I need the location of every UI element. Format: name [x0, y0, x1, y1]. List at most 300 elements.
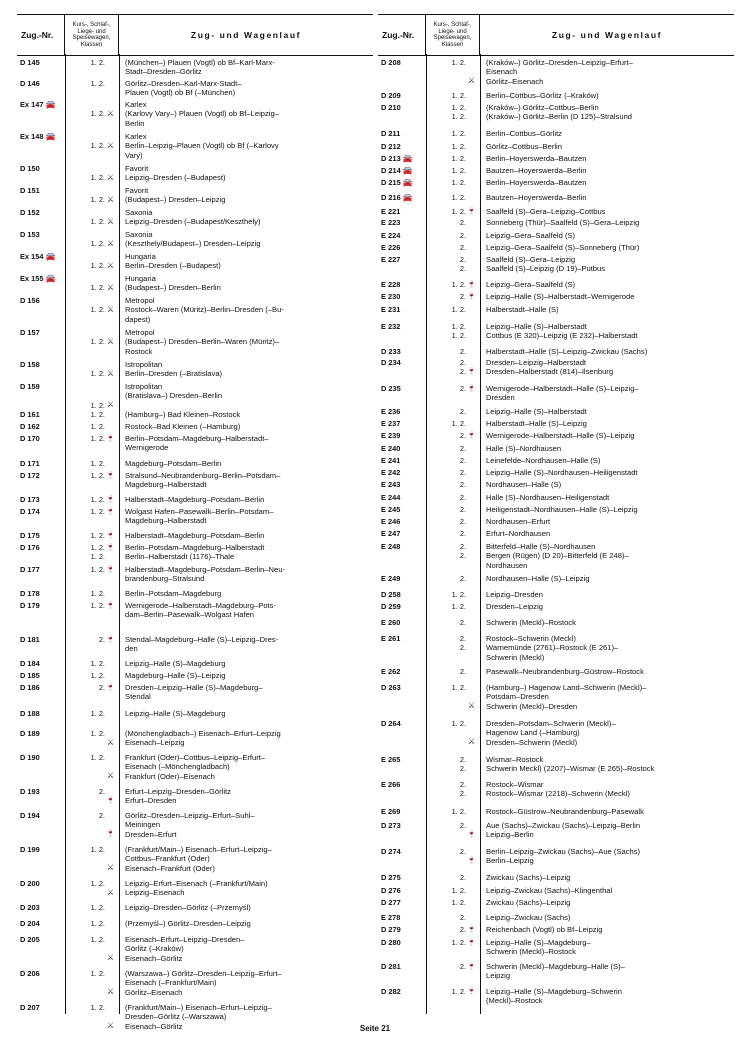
class-cell: [426, 692, 480, 701]
train-line: [17, 516, 373, 525]
train-number-text: D 184: [20, 659, 40, 668]
route-text: Görlitz–Cottbus–Berlin: [486, 142, 562, 151]
train-number-text: D 212: [381, 142, 401, 151]
route-text: Hagenow Land (–Hamburg): [486, 728, 580, 738]
train-number: [378, 938, 426, 947]
train-number: [17, 434, 65, 443]
right-column: [378, 14, 734, 1014]
class-cell: [426, 480, 480, 489]
train-entry: [378, 480, 734, 489]
train-number-text: E 239: [381, 431, 401, 440]
train-number: [378, 925, 426, 934]
route-text: Saalfeld (S)–Leipzig (D 19)–Putbus: [486, 264, 606, 274]
train-number-text: Ex 154: [20, 252, 44, 261]
train-line: [378, 529, 734, 538]
buffet-icon: 🍷: [106, 471, 115, 479]
train-number: [17, 208, 65, 217]
train-number: [378, 719, 426, 728]
train-entry: [17, 79, 373, 98]
train-number: [17, 347, 65, 356]
route-text: den: [125, 644, 138, 654]
route-text: Saalfeld (S)–Gera–Leipzig–Cottbus: [486, 207, 606, 216]
class-cell: [426, 280, 480, 289]
dining-car-icon: ⚔: [106, 261, 115, 271]
train-line: [378, 643, 734, 652]
train-number-text: E 224: [381, 231, 401, 240]
train-entry: [378, 431, 734, 440]
class-cell: [65, 186, 119, 195]
train-entry: [17, 935, 373, 963]
class-cell: [426, 755, 480, 764]
train-number: [378, 91, 426, 100]
train-entry: [17, 434, 373, 453]
dining-car-icon: ⚔: [106, 369, 115, 379]
class-cell: [65, 239, 119, 248]
class-text: 1. 2.: [90, 434, 105, 443]
class-text: 1. 2.: [451, 142, 466, 151]
train-number: [378, 702, 426, 711]
dining-car-icon: ⚔: [106, 738, 115, 748]
train-entry: [378, 683, 734, 711]
train-number: [17, 903, 65, 912]
train-line: [378, 780, 734, 789]
train-number: [17, 391, 65, 400]
class-text: 1. 2.: [90, 217, 105, 227]
train-number-text: E 223: [381, 218, 401, 227]
train-number: [17, 58, 65, 67]
train-line: [17, 119, 373, 128]
train-number-text: D 211: [381, 129, 401, 138]
train-line: [378, 602, 734, 611]
train-number: [17, 659, 65, 668]
class-cell: [426, 407, 480, 416]
train-number: [17, 935, 65, 944]
class-cell: [65, 729, 119, 738]
route-text: Zwickau (Sachs)–Leipzig: [486, 873, 571, 882]
class-cell: [426, 154, 480, 163]
class-text: 2.: [98, 811, 105, 820]
train-number: [17, 601, 65, 610]
train-entry: [17, 495, 373, 504]
class-text: 1. 2.: [90, 471, 105, 480]
train-line: [378, 873, 734, 882]
class-cell: [426, 728, 480, 737]
route-text: (Mönchengladbach–) Eisenach–Erfurt–Leipzig: [125, 729, 281, 738]
route-text: [119, 401, 373, 410]
class-text: 1. 2.: [90, 601, 105, 610]
class-cell: [426, 529, 480, 538]
class-text: 2.: [459, 493, 466, 502]
class-cell: [426, 384, 480, 393]
route-text: Eisenach (–Mönchengladbach): [125, 762, 230, 772]
class-text: 2.: [459, 517, 466, 526]
route-text: Halberstadt–Halle (S): [486, 305, 559, 314]
train-number-text: D 157: [20, 328, 40, 337]
header-train-number: Zug.-Nr.: [378, 15, 426, 55]
train-number: [17, 610, 65, 619]
route-text: Rostock: [125, 346, 153, 356]
class-cell: [65, 903, 119, 912]
class-cell: [65, 471, 119, 480]
class-text: 2.: [98, 683, 105, 692]
buffet-icon: 🍷: [106, 507, 115, 515]
dining-car-icon: ⚔: [106, 305, 115, 315]
route-text: Eisenach–Leipzig: [125, 738, 185, 748]
route-text: Eisenach–Frankfurt (Oder): [125, 863, 215, 873]
train-entry: [378, 755, 734, 774]
train-line: [378, 702, 734, 711]
train-line: [17, 410, 373, 419]
train-number-text: D 186: [20, 683, 40, 692]
buffet-icon: 🍷: [106, 601, 115, 609]
route-text: Berlin–Potsdam–Magdeburg: [125, 589, 222, 598]
train-entry: [17, 531, 373, 540]
route-text: Leipzig–Dresden (–Budapest): [125, 173, 226, 183]
train-entry: [17, 507, 373, 526]
train-number: [17, 988, 65, 997]
route-text: Eisenach–Erfurt–Leipzig–Dresden–: [125, 935, 245, 944]
class-cell: [426, 493, 480, 502]
train-number-text: D 177: [20, 565, 40, 574]
train-number: [17, 738, 65, 747]
train-number-text: D 216: [381, 193, 401, 202]
train-line: [17, 709, 373, 718]
train-line: [17, 552, 373, 561]
train-line: [378, 551, 734, 560]
route-text: Berlin–Dresden (–Budapest): [125, 261, 221, 271]
class-cell: [65, 151, 119, 160]
class-cell: [65, 692, 119, 701]
table-header: [378, 14, 734, 56]
class-cell: [65, 830, 119, 839]
train-number-text: D 151: [20, 186, 40, 195]
train-number-text: D 161: [20, 410, 40, 419]
train-line: [378, 358, 734, 367]
train-number-text: E 266: [381, 780, 401, 789]
train-number-text: D 153: [20, 230, 40, 239]
train-line: [17, 820, 373, 829]
route-text: (Kraków–) Görlitz–Dresden–Leipzig–Erfurt–: [486, 58, 633, 67]
class-cell: [65, 543, 119, 552]
class-cell: [65, 195, 119, 204]
class-cell: [426, 393, 480, 402]
train-number-text: D 282: [381, 987, 401, 996]
class-text: 1. 2.: [451, 938, 466, 947]
route-text: Halle (S)–Nordhausen: [486, 444, 562, 453]
class-text: 2.: [459, 821, 466, 830]
train-entry: [17, 811, 373, 839]
class-cell: [426, 807, 480, 816]
class-cell: [65, 109, 119, 118]
train-number: [378, 529, 426, 538]
dining-car-icon: ⚔: [106, 771, 115, 781]
class-cell: [65, 410, 119, 419]
train-line: [17, 186, 373, 195]
train-entry: [378, 886, 734, 895]
train-entry: [17, 845, 373, 873]
train-number: [17, 796, 65, 805]
route-text: Heiligenstadt–Nordhausen–Halle (S)–Leipzig: [486, 505, 638, 514]
route-text: Rostock–Schwerin (Meckl): [486, 634, 576, 643]
train-line: [17, 762, 373, 771]
class-text: 2.: [459, 643, 466, 653]
train-entry: [378, 407, 734, 416]
train-number: [378, 789, 426, 798]
train-number: [378, 67, 426, 76]
train-number-text: D 213: [381, 154, 401, 163]
train-line: [378, 193, 734, 202]
train-number: [17, 683, 65, 692]
route-text: Eisenach: [486, 67, 518, 77]
train-number-text: D 233: [381, 347, 401, 356]
class-text: 1. 2.: [90, 935, 105, 944]
train-entry: [17, 903, 373, 912]
train-number: [378, 618, 426, 627]
route-text: Magdeburg–Halberstadt: [125, 516, 207, 526]
route-text: Schwerin (Meckl): [486, 652, 545, 662]
left-column: [17, 14, 373, 1031]
class-cell: [65, 79, 119, 88]
train-entry: [378, 166, 734, 175]
route-text: Metropol: [125, 296, 155, 305]
route-text: Leinefelde–Nordhausen–Halle (S): [486, 456, 601, 465]
class-cell: [65, 274, 119, 283]
class-text: 1. 2.: [90, 459, 105, 468]
train-entry: [17, 635, 373, 654]
train-line: [17, 903, 373, 912]
train-entry: [17, 422, 373, 431]
train-number: [17, 552, 65, 561]
class-cell: [65, 787, 119, 796]
buffet-icon: 🍷: [467, 938, 476, 946]
class-cell: [426, 193, 480, 202]
route-text: Dresden–Görlitz (–Warszawa): [125, 1012, 227, 1022]
train-number: [17, 787, 65, 796]
train-entry: [378, 807, 734, 816]
train-number: [17, 944, 65, 953]
train-line: [17, 459, 373, 468]
train-line: [378, 590, 734, 599]
train-number-text: E 249: [381, 574, 401, 583]
train-number-text: D 214: [381, 166, 401, 175]
train-line: [17, 610, 373, 619]
train-entry: [378, 667, 734, 676]
route-text: (Budapest–) Dresden–Berlin: [125, 283, 221, 293]
train-entry: [378, 292, 734, 301]
class-cell: [426, 634, 480, 643]
train-line: [17, 796, 373, 805]
class-cell: [65, 635, 119, 644]
train-line: [17, 811, 373, 820]
class-cell: [426, 561, 480, 570]
train-number: [17, 186, 65, 195]
class-cell: [65, 382, 119, 391]
train-number-text: D 193: [20, 787, 40, 796]
class-cell: [65, 434, 119, 443]
train-entry: [17, 565, 373, 584]
train-number: [17, 864, 65, 873]
train-number-text: D 259: [381, 602, 401, 611]
train-number: [378, 255, 426, 264]
train-line: [17, 692, 373, 701]
class-cell: [65, 944, 119, 953]
train-number-text: E 226: [381, 243, 401, 252]
car-icon: 🚘: [402, 166, 413, 175]
class-cell: [426, 91, 480, 100]
train-entry: [17, 589, 373, 598]
train-number-text: D 162: [20, 422, 40, 431]
train-number: [378, 193, 426, 202]
train-number: [378, 505, 426, 514]
class-text: 2.: [459, 542, 466, 551]
class-text: 2.: [459, 347, 466, 356]
class-text: 1. 2.: [90, 543, 105, 552]
class-cell: [65, 683, 119, 692]
train-entry: [378, 280, 734, 289]
train-number: [17, 1003, 65, 1012]
train-number: [17, 811, 65, 820]
class-text: 2.: [459, 431, 466, 440]
train-number-text: D 274: [381, 847, 401, 856]
train-line: [378, 542, 734, 551]
route-text: (Karlovy Vary–) Plauen (Vogtl) ob Bf–Leipzig–: [125, 109, 279, 119]
class-cell: [426, 913, 480, 922]
train-number-text: D 263: [381, 683, 401, 692]
train-line: [17, 589, 373, 598]
route-text: Görlitz–Dresden–Karl-Marx-Stadt–: [125, 79, 242, 88]
train-line: [378, 996, 734, 1005]
class-cell: [65, 480, 119, 489]
train-entry: [378, 58, 734, 86]
class-text: 1. 2.: [451, 886, 466, 895]
train-number-text: D 188: [20, 709, 40, 718]
train-line: [378, 292, 734, 301]
route-text: Görlitz–Eisenach: [125, 987, 183, 997]
class-cell: [426, 166, 480, 175]
class-text: 1. 2.: [90, 109, 105, 119]
train-line: [378, 347, 734, 356]
train-line: [378, 207, 734, 216]
train-number-text: E 242: [381, 468, 401, 477]
class-cell: [426, 886, 480, 895]
class-cell: [65, 854, 119, 863]
train-entry: [378, 322, 734, 341]
train-entry: [378, 873, 734, 882]
route-text: Rostock–Wismar: [486, 780, 544, 789]
class-text: 1. 2.: [90, 422, 105, 431]
train-line: [378, 67, 734, 76]
train-line: [378, 264, 734, 273]
class-cell: [426, 444, 480, 453]
class-cell: [65, 671, 119, 680]
train-number-text: E 245: [381, 505, 401, 514]
train-number: [378, 653, 426, 662]
route-text: Schwerin (Meckl)–Magdeburg–Halle (S)–: [486, 962, 625, 971]
train-number: [378, 856, 426, 865]
train-number: [17, 151, 65, 160]
class-cell: [426, 962, 480, 971]
train-line: [17, 315, 373, 324]
train-number: [378, 129, 426, 138]
train-entry: [17, 709, 373, 718]
train-line: [17, 195, 373, 204]
buffet-icon: 🍷: [106, 543, 115, 551]
train-entry: [378, 821, 734, 840]
train-line: [17, 58, 373, 67]
train-number: [378, 755, 426, 764]
train-line: [378, 856, 734, 865]
train-line: [378, 431, 734, 440]
route-text: (Budapest–) Dresden–Leipzig: [125, 195, 226, 205]
train-line: [378, 925, 734, 934]
route-text: Berlin–Hoyerswerda–Bautzen: [486, 154, 587, 163]
train-number: [17, 879, 65, 888]
dining-car-icon: ⚔: [106, 953, 115, 963]
train-number: [378, 305, 426, 314]
train-line: [17, 347, 373, 356]
train-line: [17, 507, 373, 516]
class-cell: [65, 422, 119, 431]
train-entry: [378, 602, 734, 611]
class-cell: [65, 811, 119, 820]
train-number: [17, 888, 65, 897]
train-number: [17, 471, 65, 480]
class-cell: [426, 602, 480, 611]
route-text: Stendal–Magdeburg–Halle (S)–Leipzig–Dres-: [125, 635, 279, 644]
class-text: 2.: [459, 634, 466, 643]
train-number-text: D 208: [381, 58, 401, 67]
class-cell: [426, 947, 480, 956]
train-line: [17, 683, 373, 692]
train-number-text: E 247: [381, 529, 401, 538]
train-line: [378, 755, 734, 764]
train-line: [17, 422, 373, 431]
route-text: Pasewalk–Neubrandenburg–Güstrow–Rostock: [486, 667, 644, 676]
route-text: Wernigerode–Halberstadt–Halle (S)–Leipzig: [486, 431, 635, 440]
train-line: [17, 854, 373, 863]
train-line: [17, 1003, 373, 1012]
train-number: [17, 635, 65, 644]
train-number-text: D 146: [20, 79, 40, 88]
train-number: [17, 164, 65, 173]
train-line: [378, 938, 734, 947]
class-cell: [65, 328, 119, 337]
route-text: Cottbus–Frankfurt (Oder): [125, 854, 210, 864]
train-line: [378, 243, 734, 252]
train-line: [378, 218, 734, 227]
route-text: Leipzig–Eisenach: [125, 888, 185, 898]
train-number: [17, 119, 65, 128]
train-entry: [17, 683, 373, 702]
class-cell: [65, 360, 119, 369]
class-text: 1. 2.: [451, 807, 466, 816]
route-text: Vary): [125, 150, 143, 160]
route-text: Nordhausen–Erfurt: [486, 517, 551, 526]
class-text: 2.: [459, 255, 466, 264]
train-number: [17, 978, 65, 987]
train-number: [17, 919, 65, 928]
train-line: [17, 944, 373, 953]
train-number: [378, 764, 426, 773]
train-entry: [17, 328, 373, 356]
class-cell: [65, 738, 119, 747]
route-text: Berlin–Hoyerswerda–Bautzen: [486, 178, 587, 187]
train-entry: [17, 969, 373, 997]
train-entry: [378, 358, 734, 377]
class-cell: [426, 358, 480, 367]
train-number: [378, 367, 426, 376]
class-cell: [426, 103, 480, 112]
